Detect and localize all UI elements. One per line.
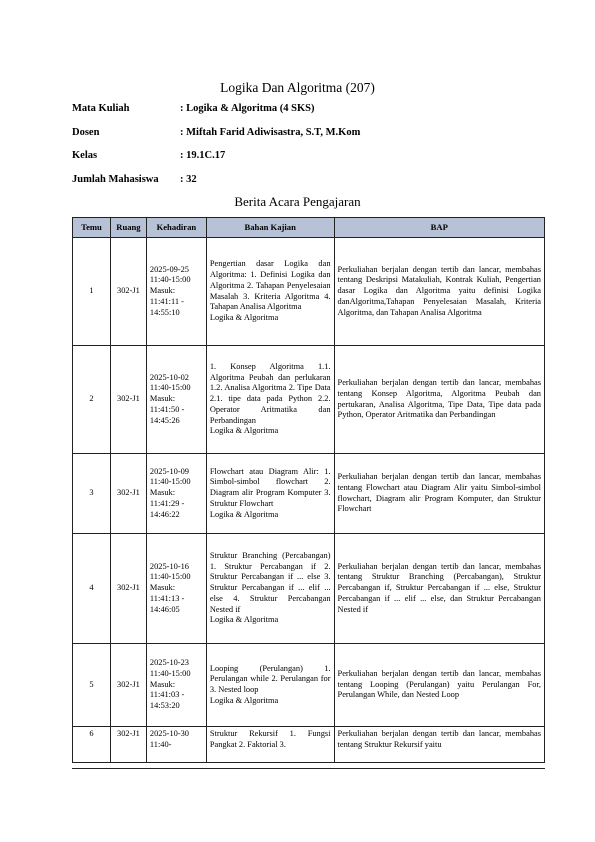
kehadiran-line: 2025-10-02 11:40-15:00 [149, 372, 191, 393]
cell-ruang: 302-J1 [110, 454, 146, 534]
kehadiran-line: 11:41:13 - 14:46:05 [149, 593, 185, 614]
cell-bap: Perkuliahan berjalan dengan tertib dan lancar, membahas tentang Deskripsi Matakuliah, Kontrak Kuliah, Pengertian dasar Logika dan Algoritma yaitu definisi Logika danAlgoritma,Tahapan Penyelesaian Masalah, Kriteria Algoritma, dan Tahapan Analisa Algoritma [334, 238, 544, 346]
bahan-kajian-text: Flowchart atau Diagram Alir: 1. Simbol-simbol flowchart 2. Diagram alir Program Komputer 3. Struktur Flowchart [209, 466, 331, 508]
info-value: : Miftah Farid Adiwisastra, S.T, M.Kom [180, 126, 361, 138]
cell-bap: Perkuliahan berjalan dengan tertib dan lancar, membahas tentang Konsep Algoritma, Algoritma Peubah dan pertukaran, Analisa Algoritma, Tipe Data, Tipe data pada Python, Operator Aritmatika dan Perbandingan [334, 346, 544, 454]
cell-bahan-kajian [206, 727, 334, 763]
info-value: : 19.1C.17 [180, 150, 226, 161]
kehadiran-line: Masuk: [149, 679, 176, 689]
kehadiran-line: 11:41:03 - 14:53:20 [149, 690, 185, 711]
cell-bap: Perkuliahan berjalan dengan tertib dan lancar, membahas tentang Struktur Branching (Percabangan), Struktur Percabangan if, Struktur Percabangan if ... else, Struktur Percabangan if ... elif ... else, dan Struktur Percabangan Nested if [334, 534, 544, 644]
kehadiran-line: 2025-10-16 11:40-15:00 [149, 561, 191, 582]
bap-table [72, 217, 545, 763]
table-row [73, 534, 545, 644]
kehadiran-line: Masuk: [149, 394, 176, 404]
cell-temu: 4 [73, 534, 111, 644]
section-title: Berita Acara Pengajaran [234, 194, 361, 209]
kehadiran-line: Masuk: [149, 583, 176, 593]
kehadiran-line: 2025-10-23 11:40-15:00 [149, 658, 191, 678]
table-body [73, 238, 545, 763]
cell-temu: 3 [73, 454, 111, 534]
header-temu: Temu [73, 218, 111, 238]
cell-ruang: 302-J1 [110, 238, 146, 346]
cell-kehadiran [146, 644, 206, 727]
cell-bahan-kajian [206, 346, 334, 454]
bahan-kajian-course: Logika & Algoritma [209, 426, 279, 436]
cell-bahan-kajian [206, 454, 334, 534]
info-row-kelas [72, 150, 532, 174]
bahan-kajian-text: 1. Konsep Algoritma 1.1. Algoritma Peubah dan perlukaran 1.2. Analisa Algoritma 2. Tipe Data 2.1. tipe data pada Python 2.2. Operator Aritmatika dan Perbandingan [209, 361, 331, 425]
cell-kehadiran [146, 534, 206, 644]
info-row-dosen [72, 127, 532, 151]
info-label: Jumlah Mahasiswa [72, 173, 159, 185]
cell-ruang: 302-J1 [110, 727, 146, 763]
cell-bap: Perkuliahan berjalan dengan tertib dan lancar, membahas tentang Looping (Perulangan) yaitu Perulangan For, Perulangan While, dan Nested Loop [334, 644, 544, 727]
info-value: : Logika & Algoritma (4 SKS) [180, 103, 315, 114]
bahan-kajian-text: Looping (Perulangan) 1. Perulangan while 2. Perulangan for 3. Nested loop [209, 663, 331, 694]
header-bahan-kajian: Bahan Kajian [206, 218, 334, 238]
bahan-kajian-course: Logika & Algoritma [209, 509, 279, 519]
bahan-kajian-course: Logika & Algoritma [209, 313, 279, 322]
info-row-mata-kuliah [72, 103, 532, 127]
document-title: Logika Dan Algoritma (207) [220, 80, 375, 95]
info-label: Mata Kuliah [72, 103, 130, 114]
cell-bahan-kajian [206, 534, 334, 644]
cell-kehadiran [146, 238, 206, 346]
kehadiran-line: 11:41:29 - 14:46:22 [149, 498, 185, 519]
info-label: Dosen [72, 126, 100, 138]
header-ruang: Ruang [110, 218, 146, 238]
header-bap: BAP [334, 218, 544, 238]
kehadiran-line: Masuk: [149, 488, 176, 498]
kehadiran-line: 11:41:50 - 14:45:26 [149, 404, 185, 425]
cell-temu: 6 [73, 727, 111, 763]
table-header-row [73, 218, 545, 238]
bahan-kajian-course: Logika & Algoritma [209, 615, 279, 625]
cell-ruang: 302-J1 [110, 644, 146, 727]
kehadiran-line: 2025-10-30 11:40- [149, 729, 189, 749]
bahan-kajian-text: Struktur Branching (Percabangan) 1. Struktur Percabangan if 2. Struktur Percabangan if ... else 3. Struktur Percabangan if ... elif ... else 4. Struktur Percabangan Nested if [209, 550, 331, 614]
bahan-kajian-text: Struktur Rekursif 1. Fungsi Pangkat 2. Faktorial 3. [209, 729, 331, 749]
info-value: : 32 [180, 173, 197, 185]
bahan-kajian-text: Pengertian dasar Logika dan Algoritma: 1. Definisi Logika dan Algoritma 2. Tahapan Penyelesaian Masalah 3. Kriteria Algoritma 4. Tahapan Analisa Algoritma [209, 259, 331, 312]
kehadiran-line: 2025-09-25 11:40-15:00 [149, 264, 191, 285]
table-row [73, 346, 545, 454]
info-label: Kelas [72, 150, 98, 161]
cell-bahan-kajian [206, 238, 334, 346]
cell-temu: 5 [73, 644, 111, 727]
kehadiran-line: 2025-10-09 11:40-15:00 [149, 466, 191, 487]
cell-ruang: 302-J1 [110, 346, 146, 454]
table-row [73, 454, 545, 534]
cell-bap: Perkuliahan berjalan dengan tertib dan lancar, membahas tentang Flowchart atau Diagram Alir yaitu Simbol-simbol flowchart, Diagram alir Program Komputer, dan Struktur Flowchart [334, 454, 544, 534]
cell-ruang: 302-J1 [110, 534, 146, 644]
page-bottom-rule [72, 768, 545, 769]
table-row [73, 238, 545, 346]
cell-kehadiran [146, 454, 206, 534]
cell-temu: 1 [73, 238, 111, 346]
cell-kehadiran [146, 346, 206, 454]
kehadiran-line: 11:41:11 - 14:55:10 [149, 296, 184, 317]
cell-bahan-kajian [206, 644, 334, 727]
cell-bap: Perkuliahan berjalan dengan tertib dan lancar, membahas tentang Struktur Rekursif yaitu [334, 727, 544, 763]
bahan-kajian-course: Logika & Algoritma [209, 695, 279, 705]
kehadiran-line: Masuk: [149, 286, 176, 296]
table-row [73, 727, 545, 763]
header-kehadiran: Kehadiran [146, 218, 206, 238]
course-info [72, 103, 532, 197]
cell-temu: 2 [73, 346, 111, 454]
table-row [73, 644, 545, 727]
cell-kehadiran [146, 727, 206, 763]
